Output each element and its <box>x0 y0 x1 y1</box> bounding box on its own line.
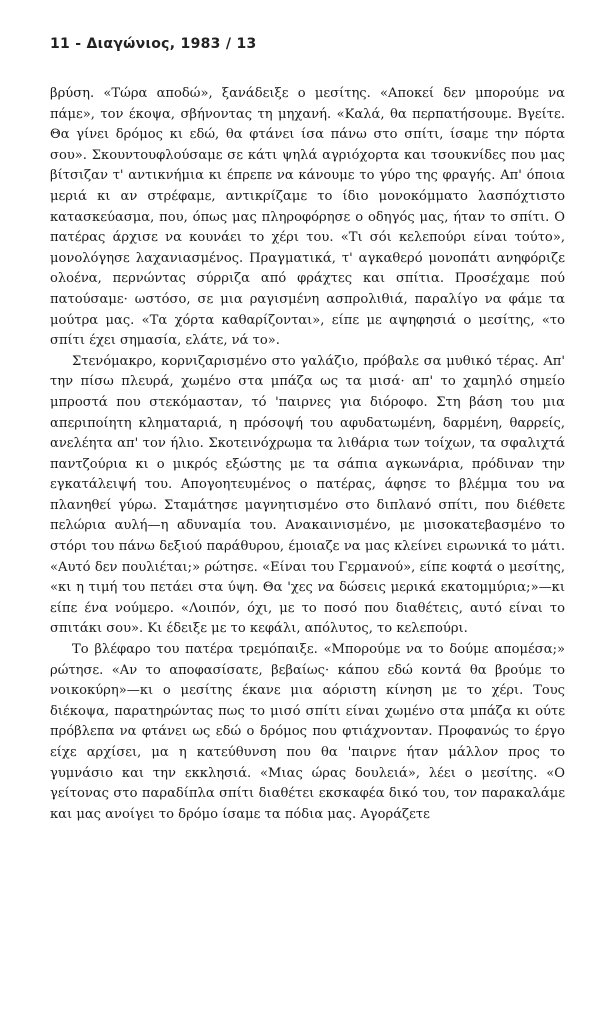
paragraph-3: Το βλέφαρο του πατέρα τρεμόπαιξε. «Μπορούμε να το δούμε απομέσα;» ρώτησε. «Αν το αποφασίσατε, βεβαίως· κάπου εδώ κοντά θα βρούμε το νοικοκύρη»—κι ο μεσίτης έκανε μια αόριστη κίνηση με το χέρι. Τους διέκοψα, παρατηρώντας πως το μισό σπίτι είναι χωμένο στα μπάζα κι ούτε πρόβλεπα να φτάνει ως εδώ ο δρόμος που φτιάχνονταν. Προφανώς το έργο είχε αρχίσει, μα η κατεύθυνση που θα 'παιρνε ήταν μάλλον προς το γυμνάσιο και την εκκλησιά. «Μιας ώρας δουλειά», λέει ο μεσίτης. «Ο γείτονας στο παραδίπλα σπίτι διαθέτει εκσκαφέα δικό του, τον παρακαλάμε και μας ανοίγει το δρόμο ίσαμε τα πόδια μας. Αγοράζετε <box>50 642 565 822</box>
paragraph-2: Στενόμακρο, κορνιζαρισμένο στο γαλάζιο, πρόβαλε σα μυθικό τέρας. Απ' την πίσω πλευρά, χωμένο στα μπάζα ως τα μισά· απ' το χαμηλό σημείο μπροστά που στεκόμασταν, τό 'παιρνες για διόροφο. Στη βάση του μια απεριποίητη κληματαριά, η πρόσοψή του αφυδατωμένη, δαρμένη, θαρρείς, ανελέητα απ' τον ήλιο. Σκοτεινόχρωμα τα λιθάρια των τοίχων, τα σφαλιχτά παντζούρια κι ο μικρός εξώστης με τα σάπια αγκωνάρια, πρόδιναν την εγκατάλειψή του. Απογοητευμένος ο πατέρας, άφησε το βλέμμα του να πλανηθεί γύρω. Σταμάτησε μαγνητισμένο στο διπλανό σπίτι, που διέθετε πελώρια αυλή—η αδυναμία του. Ανακαινισμένο, με μισοκατεβασμένο το στόρι του πάνω δεξιού παράθυρου, έμοιαζε να μας κλείνει ειρωνικά το μάτι. «Αυτό δεν πουλιέται;» ρώτησε. «Είναι του Γερμανού», είπε κοφτά ο μεσίτης, «κι η τιμή του πετάει στα ύψη. Θα 'χες να δώσεις μερικά εκατομμύρια;»—κι είπε ένα νούμερο. «Λοιπόν, όχι, με το ποσό που διαθέτεις, αυτό είναι το σπιτάκι σου». Κι έδειξε με το κεφάλι, απόλυτος, το κελεπούρι. <box>50 353 565 637</box>
running-head: 11 - Διαγώνιος, 1983 / 13 <box>50 36 257 52</box>
body-text <box>50 84 565 825</box>
paragraph-1: βρύση. «Τώρα αποδώ», ξανάδειξε ο μεσίτης. «Αποκεί δεν μπορούμε να πάμε», τον έκοψα, σβήνοντας τη μηχανή. «Καλά, θα περπατήσουμε. Βγείτε. Θα γίνει δρόμος κι εδώ, θα φτάνει ίσα πάνω στο σπίτι, ίσαμε την πόρτα σου». Σκουντουφλούσαμε σε κάτι ψηλά αγριόχορτα και τσουκνίδες που μας βίτσιζαν τ' αντικνήμια κι έπρεπε να κάνουμε το γύρο της φραγής. Απ' όποια μεριά κι αν στρέφαμε, αντικρίζαμε το ίδιο μονοκόμματο λασπόχτιστο κατασκεύασμα, που, όπως μας πληροφόρησε ο οδηγός μας, ήταν το σπίτι. Ο πατέρας άρχισε να κουνάει το χέρι του. «Τι σόι κελεπούρι είναι τούτο», μονολόγησε λαχανιασμένος. Πραγματικά, τ' αγκαθερό μονοπάτι ανηφόριζε ολοένα, περνώντας σύρριζα από φράχτες και σπίτια. Προσέχαμε πού πατούσαμε· ωστόσο, σε μια ραγισμένη ασπρολιθιά, παραλίγο να φάμε τα μούτρα μας. «Τα χόρτα καθαρίζονται», είπε με αψηφησιά ο μεσίτης, «το σπίτι έχει σημασία, ελάτε, νά το». <box>50 86 565 349</box>
